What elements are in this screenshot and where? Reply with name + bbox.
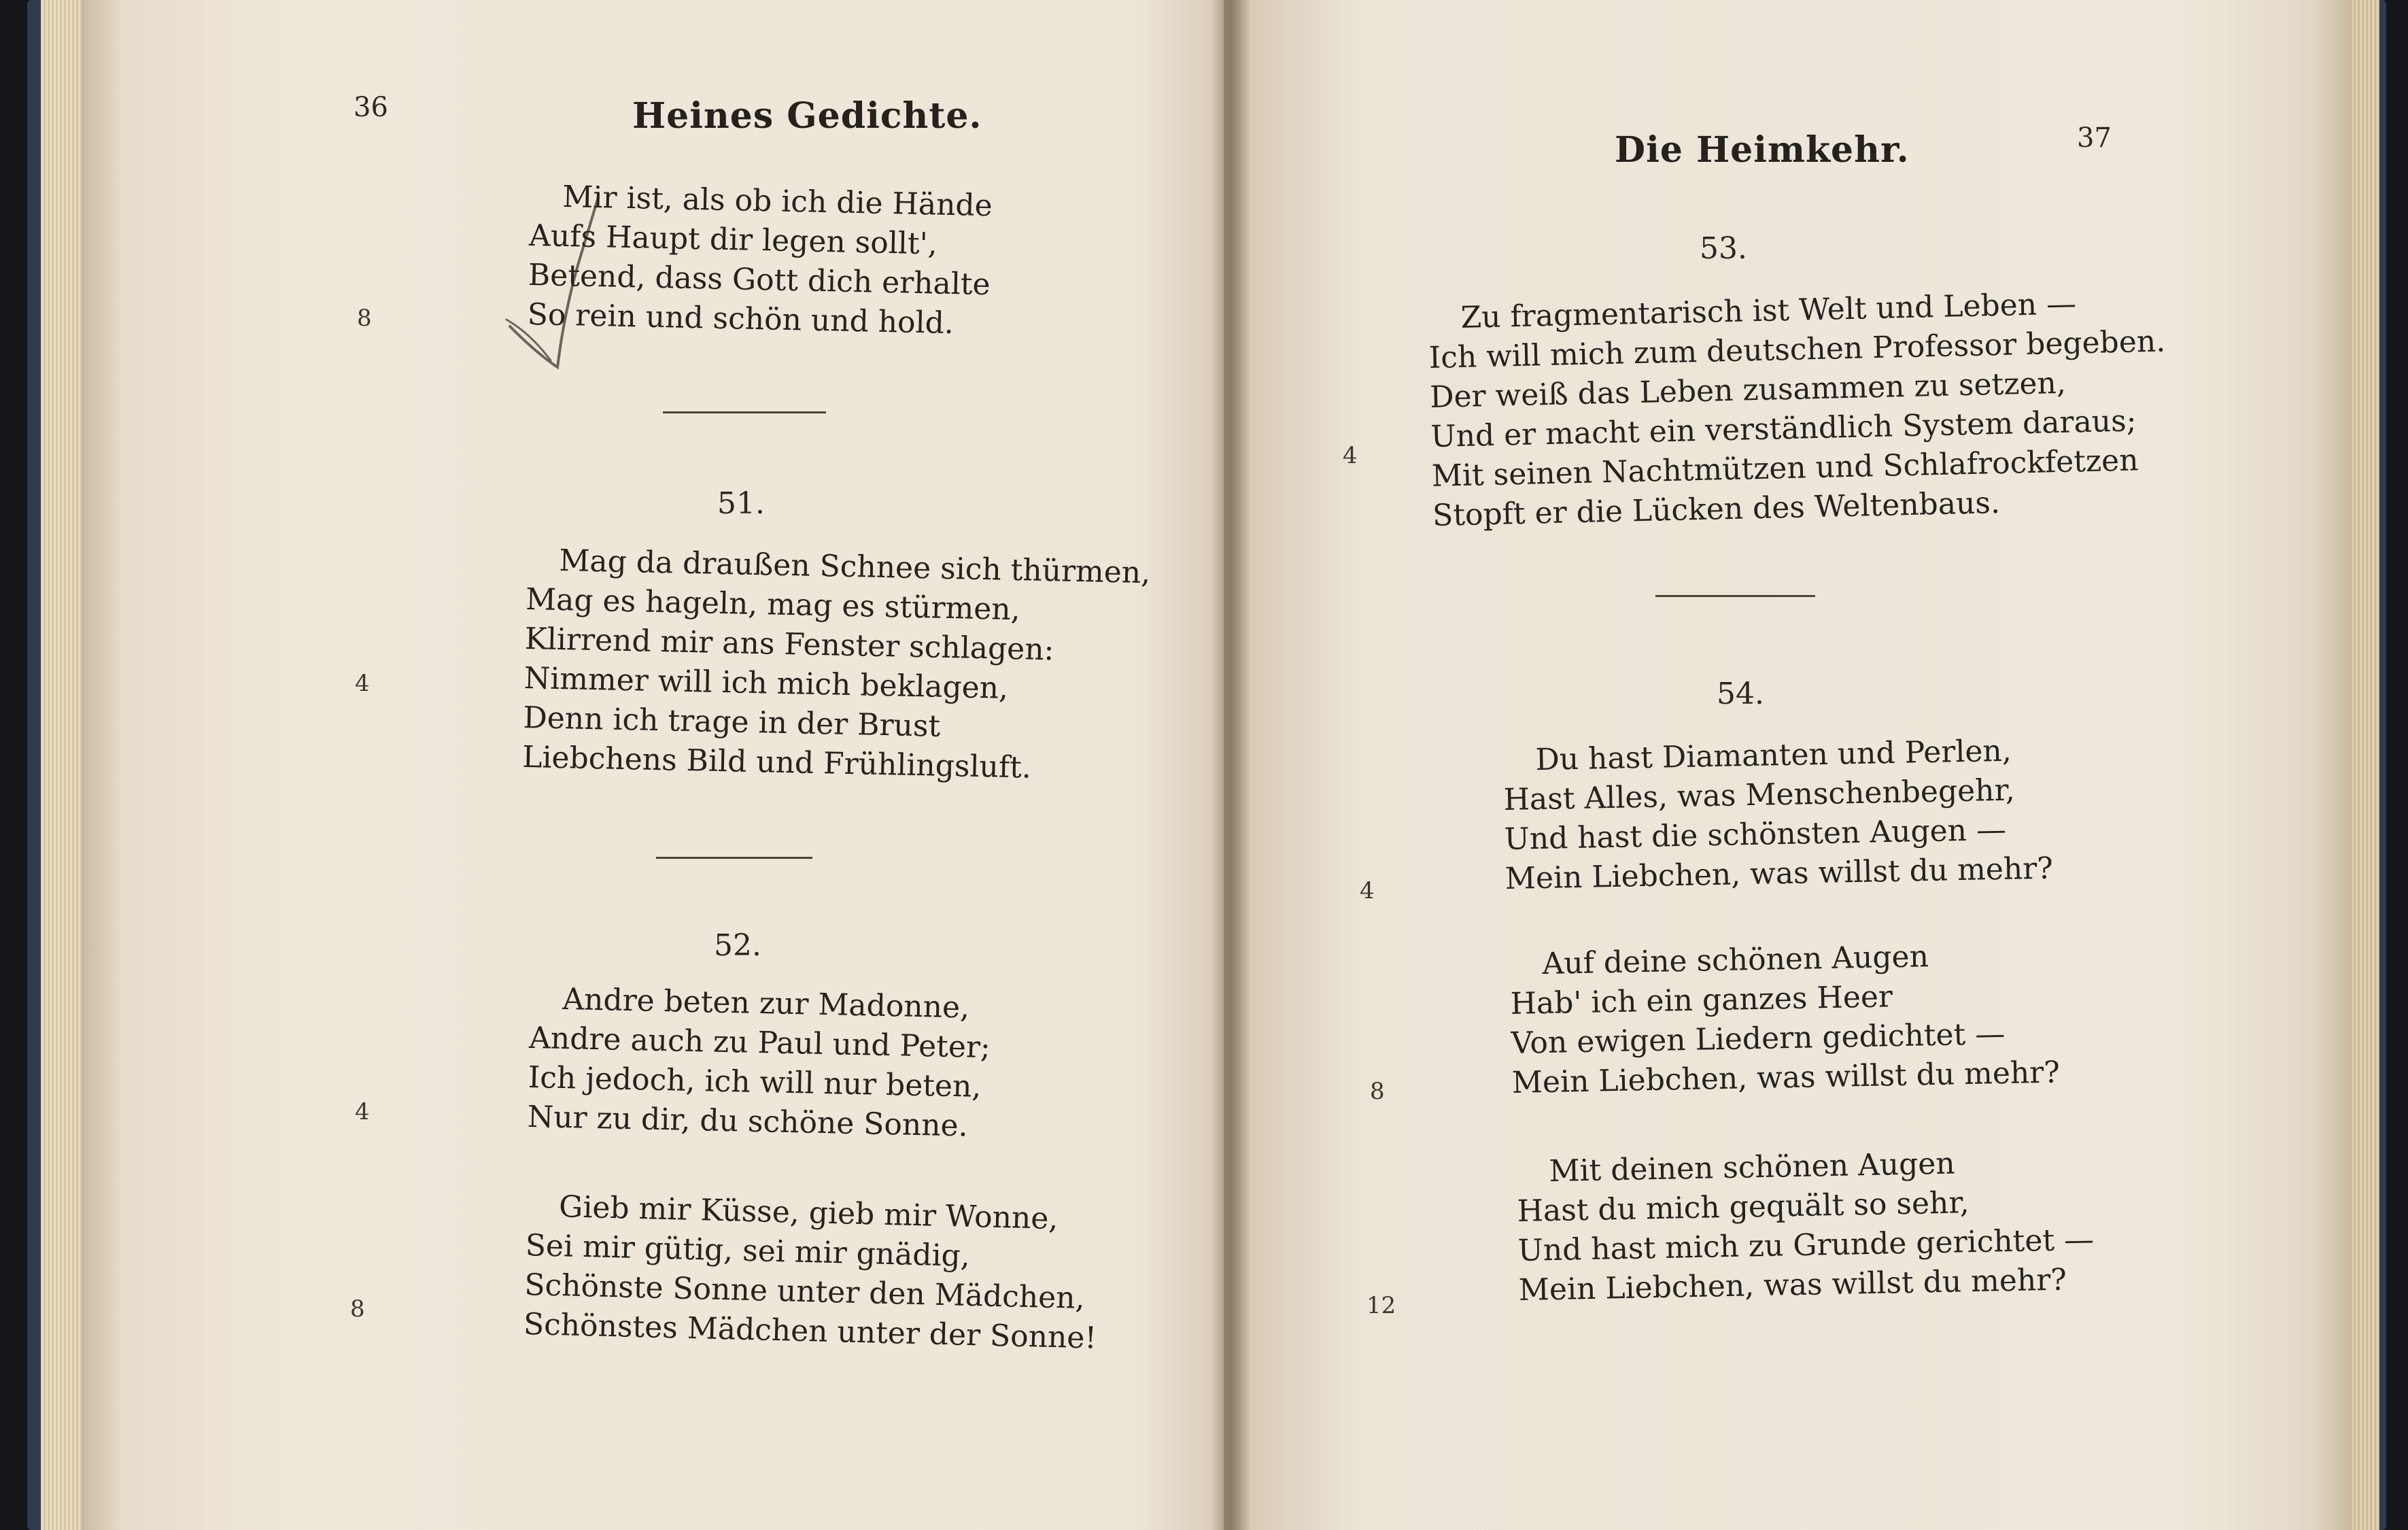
line-number: 8 — [357, 305, 372, 332]
verse-line: Du hast Diamanten und Perlen, — [1535, 733, 2012, 778]
verse-line: Liebchens Bild und Frühlingsluft. — [521, 739, 1032, 785]
verse-line: Mit seinen Nachtmützen und Schlafrockfetzen — [1431, 443, 2139, 494]
running-header-left: Heines Gedichte. — [632, 95, 982, 137]
poem-51-stanza — [522, 541, 1151, 790]
verse-line: Hast Alles, was Menschenbegehr, — [1503, 772, 2016, 817]
verse-line: Von ewigen Liedern gedichtet — — [1511, 1017, 2006, 1061]
verse-line: Auf deine schönen Augen — [1542, 939, 1929, 982]
verse-line: Denn ich trage in der Brust — [523, 700, 941, 744]
section-divider — [656, 857, 812, 859]
poem-54-stanza-1 — [1502, 731, 2053, 899]
running-header-right: Die Heimkehr. — [1615, 129, 1910, 171]
line-number: 4 — [1360, 877, 1375, 904]
poem-number-51: 51. — [717, 486, 765, 521]
verse-line: Andre beten zur Madonne, — [562, 982, 970, 1025]
verse-line: Und hast die schönsten Augen — — [1504, 812, 2007, 857]
poem-number-53: 53. — [1700, 231, 1747, 266]
verse-line: Nur zu dir, du schöne Sonne. — [527, 1099, 969, 1144]
right-page — [1224, 0, 2352, 1530]
verse-line: Ich will mich zum deutschen Professor begeben. — [1428, 324, 2166, 375]
verse-line: So rein und schön und hold. — [527, 296, 954, 341]
verse-line: Mir ist, als ob ich die Hände — [562, 180, 993, 224]
poem-54-stanza-3 — [1516, 1142, 2095, 1310]
verse-line: Betend, dass Gott dich erhalte — [528, 257, 991, 303]
verse-line: Hab' ich ein ganzes Heer — [1510, 979, 1893, 1021]
verse-line: Stopft er die Lücken des Weltenbaus. — [1432, 485, 2001, 533]
poem-52-stanza-2 — [523, 1187, 1100, 1359]
verse-line: Sei mir gütig, sei mir gnädig, — [525, 1227, 971, 1274]
verse-line: Mein Liebchen, was willst du mehr? — [1518, 1262, 2067, 1308]
verse-line: Gieb mir Küsse, gieb mir Wonne, — [558, 1189, 1059, 1237]
verse-line: Schönste Sonne unter den Mädchen, — [523, 1267, 1086, 1316]
page-number-right: 37 — [2077, 122, 2112, 154]
page-number-left: 36 — [354, 92, 388, 123]
verse-line: Mag es hageln, mag es stürmen, — [525, 581, 1021, 628]
verse-line: Mag da draußen Schnee sich thürmen, — [558, 543, 1151, 591]
verse-line: Schönstes Mädchen unter der Sonne! — [523, 1306, 1097, 1356]
line-number: 4 — [1343, 442, 1358, 469]
book-gutter-shadow — [1210, 0, 1251, 1530]
line-number: 4 — [355, 1098, 370, 1125]
verse-line: Und er macht ein verständlich System daraus; — [1430, 403, 2137, 454]
verse-line: Andre auch zu Paul und Peter; — [528, 1020, 991, 1066]
line-number: 4 — [355, 670, 370, 697]
stanza-top — [527, 177, 993, 344]
verse-line: Nimmer will ich mich beklagen, — [523, 660, 1009, 706]
poem-number-54: 54. — [1717, 677, 1764, 711]
section-divider — [663, 411, 826, 413]
verse-line: Aufs Haupt dir legen sollt', — [528, 218, 938, 262]
verse-line: Der weiß das Leben zusammen zu setzen, — [1429, 365, 2067, 415]
verse-line: Mein Liebchen, was willst du mehr? — [1504, 851, 2054, 896]
poem-54-stanza-2 — [1509, 935, 2060, 1103]
section-divider — [1655, 595, 1815, 597]
poem-52-stanza-1 — [527, 979, 991, 1146]
verse-line: Zu fragmentarisch ist Welt und Leben — — [1460, 286, 2077, 335]
verse-line: Mein Liebchen, was willst du mehr? — [1511, 1055, 2061, 1100]
left-page — [82, 0, 1237, 1530]
verse-line: Ich jedoch, ich will nur beten, — [528, 1059, 982, 1104]
verse-line: Mit deinen schönen Augen — [1549, 1146, 1956, 1189]
verse-line: Hast du mich gequält so sehr, — [1517, 1185, 1970, 1229]
poem-number-52: 52. — [714, 928, 761, 963]
verse-line: Klirrend mir ans Fenster schlagen: — [524, 621, 1054, 668]
line-number: 8 — [1370, 1078, 1385, 1105]
poem-53-stanza — [1428, 282, 2169, 535]
line-number: 12 — [1366, 1292, 1396, 1319]
line-number: 8 — [350, 1295, 365, 1323]
verse-line: Und hast mich zu Grunde gerichtet — — [1517, 1222, 2095, 1268]
